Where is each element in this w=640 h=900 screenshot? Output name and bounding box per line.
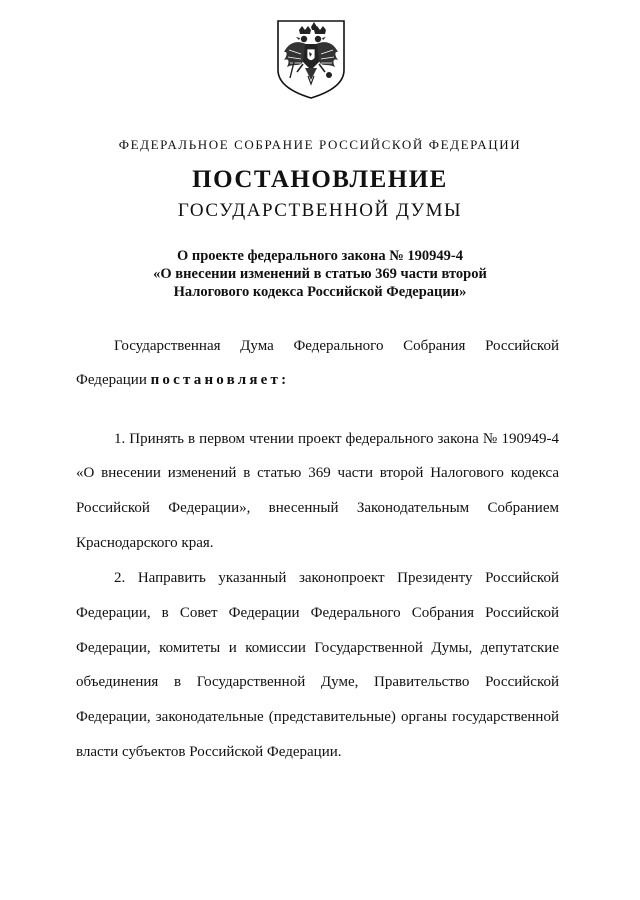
paragraph-line: Федерации, в Совет Федерации Федерального Собрания Российской [76,605,559,621]
parliament-name: ФЕДЕРАЛЬНОЕ СОБРАНИЕ РОССИЙСКОЙ ФЕДЕРАЦИИ [118,137,522,152]
paragraph-line: Российской Федерации», внесенный Законодательным Собранием [76,500,559,516]
paragraph-line: 2. Направить указанный законопроект Президенту Российской [114,570,559,586]
resolution-subject [0,247,640,301]
paragraph-line: Федерации, комитеты и комиссии Государственной Думы, депутатские [76,640,559,656]
issuing-body: ГОСУДАРСТВЕННОЙ ДУМЫ [177,200,463,221]
paragraph-line: «О внесении изменений в статью 369 части второй Налогового кодекса [76,465,559,481]
subject-line: О проекте федерального закона № 190949-4 [176,248,464,264]
subject-line: «О внесении изменений в статью 369 части второй [153,266,487,282]
paragraph-line: 1. Принять в первом чтении проект федерального закона № 190949-4 [114,431,559,447]
paragraph-line: власти субъектов Российской Федерации. [76,744,342,760]
preamble-subject: Федерации [76,372,147,388]
subject-line: Налогового кодекса Российской Федерации» [173,284,467,300]
coat-of-arms-emblem [275,18,347,100]
paragraph-line: Государственная Дума Федерального Собрания Российской [114,338,559,354]
document-type-title: ПОСТАНОВЛЕНИЕ [192,166,448,193]
preamble-operative-word: постановляет: [150,372,290,388]
paragraph-line: объединения в Государственной Думе, Правительство Российской [76,674,559,690]
paragraph-line [76,372,289,392]
paragraph-line: Краснодарского края. [76,535,214,551]
paragraph-line: Федерации, законодательные (представительные) органы государственной [76,709,559,725]
